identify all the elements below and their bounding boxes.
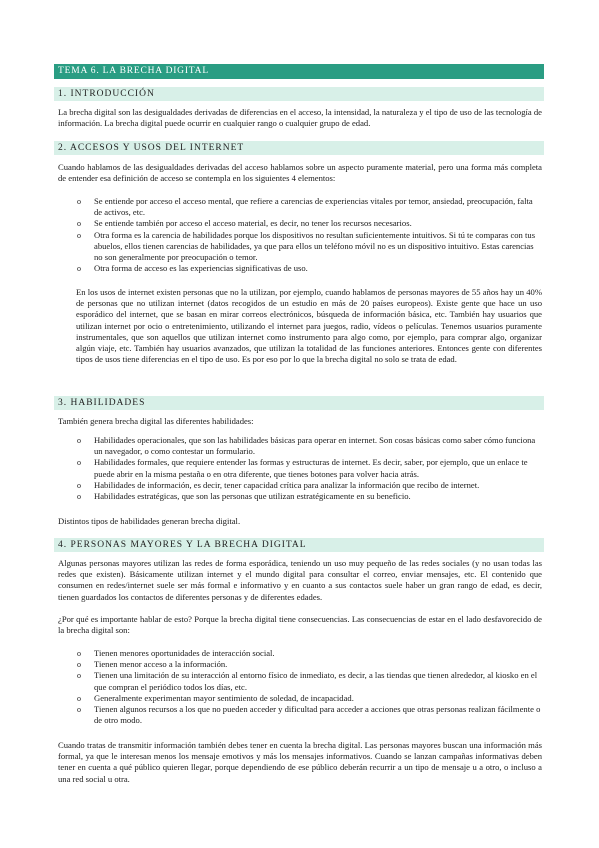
bullet-icon: o bbox=[77, 492, 81, 502]
list-item: o Tienen menores oportunidades de interacción social. bbox=[77, 648, 275, 658]
section-3-intro: También genera brecha digital las diferentes habilidades: bbox=[58, 416, 254, 426]
document-title: TEMA 6. LA BRECHA DIGITAL bbox=[54, 64, 544, 79]
list-item: o Otra forma es la carencia de habilidades porque los dispositivos no resultan suficientemente intuitivos. Si tú te comparas con tus abuelos, ellos tienen carencias de habilidades, ya que para ellos un teléfono móvil no es un dispositivo intuitivo. Estas carencias no son generalmente por preocupación o temor. bbox=[77, 229, 536, 263]
section-4-closing: Cuando tratas de transmitir información también debes tener en cuenta la brecha digital. Las personas mayores buscan una información más formal, ya que le interesan menos los mensaje emotivos y más los mensajes informativos. Cuando se lanzan campañas informativas deben tener en cuenta a qué público quieren llegar, porque dependiendo de ese público deberán recurrir a un tipo de mensaje u a otro, o incluso a una red social u otra. bbox=[58, 740, 542, 784]
list-item: o Habilidades formales, que requiere entender las formas y estructuras de internet. Es decir, saber, por ejemplo, que un enlace te puede abrir en la misma pestaña o en otra diferente, que tienes botones para volver hacia atrás. bbox=[77, 457, 528, 479]
section-2-intro: Cuando hablamos de las desigualdades derivadas del acceso hablamos sobre un aspecto puramente material, pero una forma más completa de entender esa definición de acceso se contempla en los siguientes 4 elementos: bbox=[58, 162, 542, 184]
bullet-icon: o bbox=[77, 230, 81, 240]
section-2-list bbox=[58, 196, 542, 274]
bullet-icon: o bbox=[77, 480, 81, 490]
section-heading-introduccion: 1. INTRODUCCIÓN bbox=[54, 87, 544, 101]
section-4-list bbox=[58, 648, 542, 726]
bullet-icon: o bbox=[77, 458, 81, 468]
section-3-closing: Distintos tipos de habilidades generan brecha digital. bbox=[58, 516, 241, 526]
list-item: o Tienen menor acceso a la información. bbox=[77, 659, 228, 670]
section-4-question: ¿Por qué es importante hablar de esto? Porque la brecha digital tiene consecuencias. Las consecuencias de estar en el lado desfavorecido de la brecha digital son: bbox=[58, 614, 542, 636]
section-heading-habilidades: 3. HABILIDADES bbox=[54, 396, 544, 410]
list-item: o Tienen una limitación de su interacción al entorno físico de inmediato, es decir, a las tiendas que tienen alrededor, al kiosko en el que compran el periódico todos los días, etc. bbox=[77, 670, 538, 692]
list-item: o Tienen algunos recursos a los que no pueden acceder y dificultad para acceder a acciones que otras personas realizan fácilmente o de otro modo. bbox=[77, 704, 541, 726]
bullet-icon: o bbox=[77, 219, 81, 229]
list-item: o Habilidades de información, es decir, tener capacidad crítica para analizar la información que recibo de internet. bbox=[77, 479, 480, 490]
bullet-icon: o bbox=[77, 436, 81, 445]
list-item: o Se entiende también por acceso el acceso material, es decir, no tener los recursos necesarios. bbox=[77, 218, 412, 229]
bullet-icon: o bbox=[77, 705, 81, 715]
section-heading-personas-mayores: 4. PERSONAS MAYORES Y LA BRECHA DIGITAL bbox=[54, 538, 544, 552]
bullet-icon: o bbox=[77, 649, 81, 658]
bullet-icon: o bbox=[77, 693, 81, 703]
list-item: o Habilidades estratégicas, que son las personas que utilizan estratégicamente en su beneficio. bbox=[77, 491, 411, 502]
section-3-list bbox=[58, 435, 542, 502]
list-item: o Habilidades operacionales, que son las habilidades básicas para operar en internet. Son cosas básicas como saber cómo funciona un navegador, o como contestar un formulario. bbox=[77, 435, 536, 457]
bullet-icon: o bbox=[77, 660, 81, 670]
bullet-icon: o bbox=[77, 264, 81, 274]
section-4-intro: Algunas personas mayores utilizan las redes de forma esporádica, teniendo un uso muy pequeño de las redes sociales (y no usan todas las redes que existen). Básicamente utilizan internet y el mundo digital para consultar el correo, enviar mensajes, etc. El contenido que consumen en redes/internet suele ser más formal e informativo y en cuanto a sus contactos suele haber un gran rango de edad, es decir, tienen guardados los contactos de diferentes personas y de diferentes edades. bbox=[58, 558, 542, 602]
bullet-icon: o bbox=[77, 197, 81, 206]
section-2-closing: En los usos de internet existen personas que no la utilizan, por ejemplo, cuando hablamos de personas mayores de 55 años hay un 40% de personas que no utilizan internet (datos recogidos de un estudio en más de 20 países europeos). Existe gente que hace un uso esporádico del internet, que se basan en mirar correos electrónicos, búsqueda de información básica, etc. También hay usuarios que utilizan internet por ocio o entretenimiento, utilizando el internet para juegos, radio, vídeos o películas. Tenemos usuarios puramente instrumentales, que son aquellos que utilizan internet como instrumento para algo como, por ejemplo, para comprar algo, organizar algún viaje, etc. También hay usuarios avanzados, que utilizan la totalidad de las funciones anteriores. Entonces gente con diferentes tipos de usos tiene diferencias en el tipo de uso. Es por eso por lo que la brecha digital no solo se trata de edad. bbox=[76, 287, 542, 365]
section-1-paragraph: La brecha digital son las desigualdades derivadas de diferencias en el acceso, la intensidad, la naturaleza y el tipo de uso de las tecnología de información. La brecha digital puede ocurrir en cualquier rango o cualquier grupo de edad. bbox=[58, 107, 542, 129]
bullet-icon: o bbox=[77, 671, 81, 681]
list-item: o Generalmente experimentan mayor sentimiento de soledad, de incapacidad. bbox=[77, 692, 354, 703]
section-heading-accesos: 2. ACCESOS Y USOS DEL INTERNET bbox=[54, 141, 544, 155]
list-item: o Se entiende por acceso el acceso mental, que refiere a carencias de experiencias vitales por temor, ansiedad, preocupación, falta de activos, etc. bbox=[77, 196, 533, 218]
list-item: o Otra forma de acceso es las experiencias significativas de uso. bbox=[77, 263, 308, 274]
